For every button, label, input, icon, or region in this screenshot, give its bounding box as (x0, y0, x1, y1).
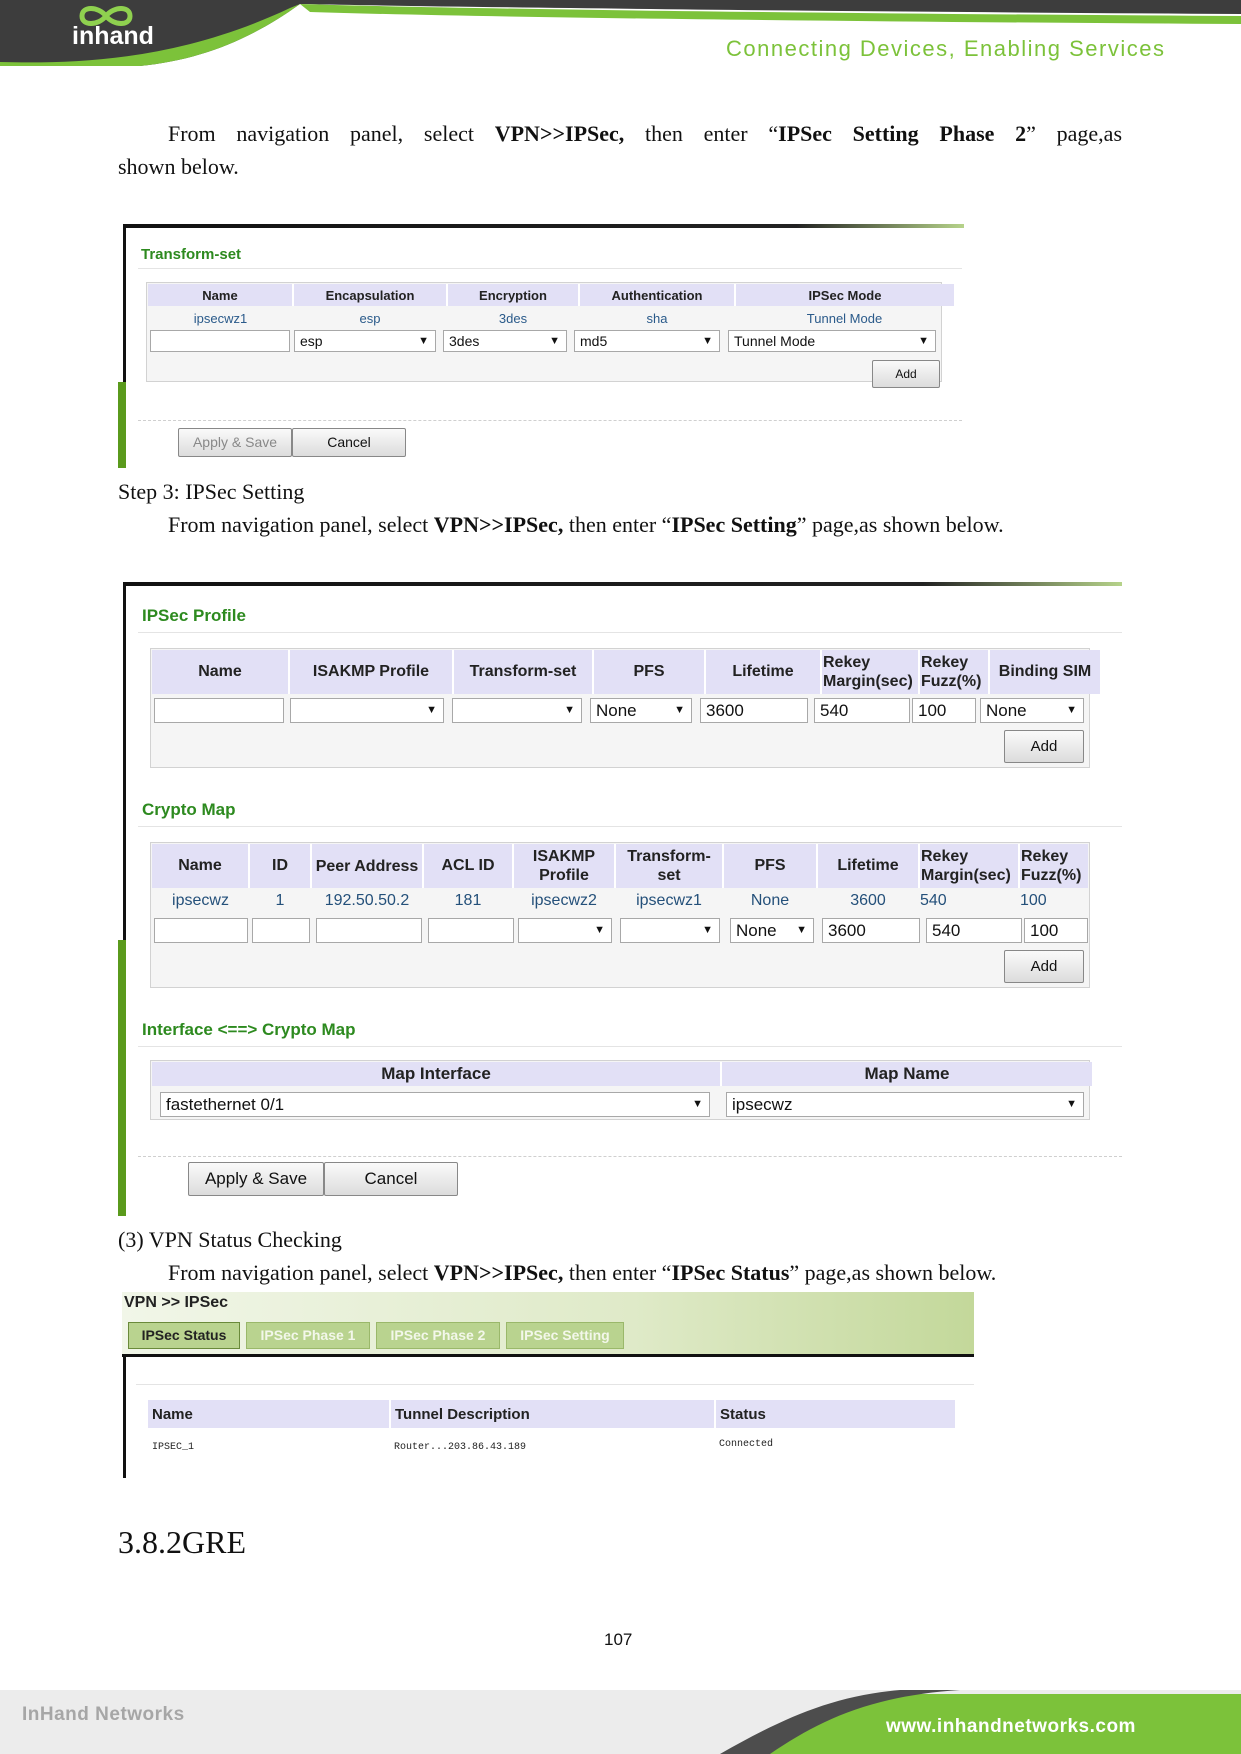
table-header-row (148, 284, 954, 306)
crypto-name-input[interactable] (154, 918, 248, 943)
pfs-select[interactable]: None ▼ (590, 698, 692, 723)
cancel-button[interactable]: Cancel (292, 428, 406, 457)
page-footer (0, 1690, 1241, 1754)
map-interface-select[interactable]: fastethernet 0/1 ▼ (160, 1092, 710, 1117)
isakmp-profile-select[interactable] (290, 698, 444, 723)
chevron-down-icon: ▼ (674, 704, 685, 716)
table-header-row: Name ID Peer Address ACL ID ISAKMP Profile Transform-set PFS Lifetime Rekey Margin(sec) Rekey Fuzz(%) (152, 844, 1088, 888)
encapsulation-select[interactable]: esp ▼ (294, 330, 436, 352)
step3-paragraph: From navigation panel, select VPN>>IPSec, then enter “IPSec Setting” page,as shown below. (168, 512, 1004, 537)
apply-save-button[interactable]: Apply & Save (188, 1162, 324, 1196)
chevron-down-icon: ▼ (1066, 704, 1077, 716)
transform-set-title: Transform-set (141, 246, 242, 263)
status-badge: Connected (719, 1439, 774, 1450)
logo-text: inhand (72, 22, 154, 50)
breadcrumb: VPN >> IPSec (124, 1294, 229, 1311)
menu-path: VPN>>IPSec, (494, 121, 625, 146)
header-tagline: Connecting Devices, Enabling Services (726, 36, 1166, 61)
vpn-status-paragraph: From navigation panel, select VPN>>IPSec, then enter “IPSec Status” page,as shown below. (168, 1260, 997, 1285)
intro-paragraph-line2: shown below. (118, 154, 239, 179)
page-name: IPSec Setting (671, 512, 797, 537)
cancel-button[interactable]: Cancel (324, 1162, 458, 1196)
transform-set-table (148, 284, 954, 330)
page-header (0, 0, 1241, 68)
page-number: 107 (604, 1630, 633, 1649)
tab-ipsec-phase1[interactable]: IPSec Phase 1 (246, 1322, 370, 1349)
chevron-down-icon: ▼ (564, 704, 575, 716)
chevron-down-icon: ▼ (426, 704, 437, 716)
crypto-rekey-fuzz-input[interactable]: 100 (1024, 918, 1088, 943)
menu-path: VPN>>IPSec, (433, 1260, 564, 1285)
peer-address-input[interactable] (316, 918, 422, 943)
menu-path: VPN>>IPSec, (433, 512, 564, 537)
chevron-down-icon: ▼ (594, 924, 605, 936)
acl-id-input[interactable] (428, 918, 514, 943)
col-authentication: Authentication (579, 284, 735, 306)
binding-sim-select[interactable]: None ▼ (980, 698, 1084, 723)
interface-crypto-title: Interface <==> Crypto Map (142, 1020, 356, 1039)
crypto-pfs-select[interactable]: None ▼ (730, 918, 814, 943)
transform-set-select[interactable] (452, 698, 582, 723)
crypto-rekey-margin-input[interactable]: 540 (926, 918, 1022, 943)
chevron-down-icon: ▼ (692, 1098, 703, 1110)
ipsec-setting-screenshot (118, 580, 1122, 1216)
chevron-down-icon: ▼ (1066, 1098, 1077, 1110)
transform-set-screenshot (118, 222, 964, 468)
footer-company: InHand Networks (22, 1704, 185, 1725)
table-row: ipsecwz 1 192.50.50.2 181 ipsecwz2 ipsecwz1 None 3600 540 100 (172, 892, 1047, 909)
col-name: Name (148, 284, 293, 306)
vpn-status-title: (3) VPN Status Checking (118, 1227, 342, 1252)
tab-ipsec-phase2[interactable]: IPSec Phase 2 (376, 1322, 500, 1349)
rekey-margin-input[interactable]: 540 (814, 698, 910, 723)
ipsec-status-table (148, 1400, 955, 1461)
col-encryption: Encryption (447, 284, 579, 306)
chevron-down-icon: ▼ (702, 335, 713, 347)
authentication-select[interactable]: md5 ▼ (574, 330, 720, 352)
page-name: IPSec Status (671, 1260, 790, 1285)
crypto-map-title: Crypto Map (142, 800, 236, 819)
rekey-fuzz-input[interactable]: 100 (912, 698, 976, 723)
map-name-select[interactable]: ipsecwz ▼ (726, 1092, 1084, 1117)
intro-paragraph: From navigation panel, select VPN>>IPSec, then enter “IPSec Setting Phase 2” page,as (168, 121, 1123, 146)
ipsec-mode-select[interactable]: Tunnel Mode ▼ (728, 330, 936, 352)
chevron-down-icon: ▼ (796, 924, 807, 936)
ipsec-profile-title: IPSec Profile (142, 606, 246, 625)
name-input[interactable] (150, 330, 290, 352)
table-row: IPSEC_1 Router...203.86.43.189 Connected (148, 1428, 955, 1461)
chevron-down-icon: ▼ (918, 335, 929, 347)
col-ipsec-mode: IPSec Mode (735, 284, 954, 306)
col-encapsulation: Encapsulation (293, 284, 447, 306)
chevron-down-icon: ▼ (418, 335, 429, 347)
ipsec-profile-table (152, 650, 1100, 694)
tab-ipsec-status[interactable]: IPSec Status (128, 1322, 240, 1349)
table-header-row: Name ISAKMP Profile Transform-set PFS Lifetime Rekey Margin(sec) Rekey Fuzz(%) Binding SIM (152, 650, 1100, 694)
crypto-lifetime-input[interactable]: 3600 (822, 918, 920, 943)
crypto-add-button[interactable]: Add (1004, 950, 1084, 983)
page-name: IPSec Setting Phase 2 (778, 121, 1027, 146)
lifetime-input[interactable]: 3600 (700, 698, 808, 723)
apply-save-button[interactable]: Apply & Save (178, 428, 292, 457)
table-row: ipsecwz1 esp 3des sha Tunnel Mode (193, 310, 883, 326)
tab-ipsec-setting[interactable]: IPSec Setting (506, 1322, 624, 1349)
profile-name-input[interactable] (154, 698, 284, 723)
crypto-isakmp-select[interactable] (518, 918, 612, 943)
crypto-transform-select[interactable] (620, 918, 720, 943)
chevron-down-icon: ▼ (702, 924, 713, 936)
table-header-row: Map Interface Map Name (152, 1062, 1092, 1086)
table-header-row: Name Tunnel Description Status (148, 1400, 955, 1428)
footer-url[interactable]: www.inhandnetworks.com (886, 1716, 1136, 1737)
ipsec-status-screenshot (122, 1292, 974, 1478)
crypto-id-input[interactable] (252, 918, 310, 943)
add-button[interactable]: Add (872, 360, 940, 388)
chevron-down-icon: ▼ (549, 335, 560, 347)
interface-crypto-table (152, 1062, 1092, 1086)
encryption-select[interactable]: 3des ▼ (443, 330, 567, 352)
section-heading: 3.8.2GRE (118, 1524, 246, 1560)
crypto-map-table (152, 844, 1088, 914)
step3-title: Step 3: IPSec Setting (118, 479, 305, 504)
profile-add-button[interactable]: Add (1004, 730, 1084, 763)
